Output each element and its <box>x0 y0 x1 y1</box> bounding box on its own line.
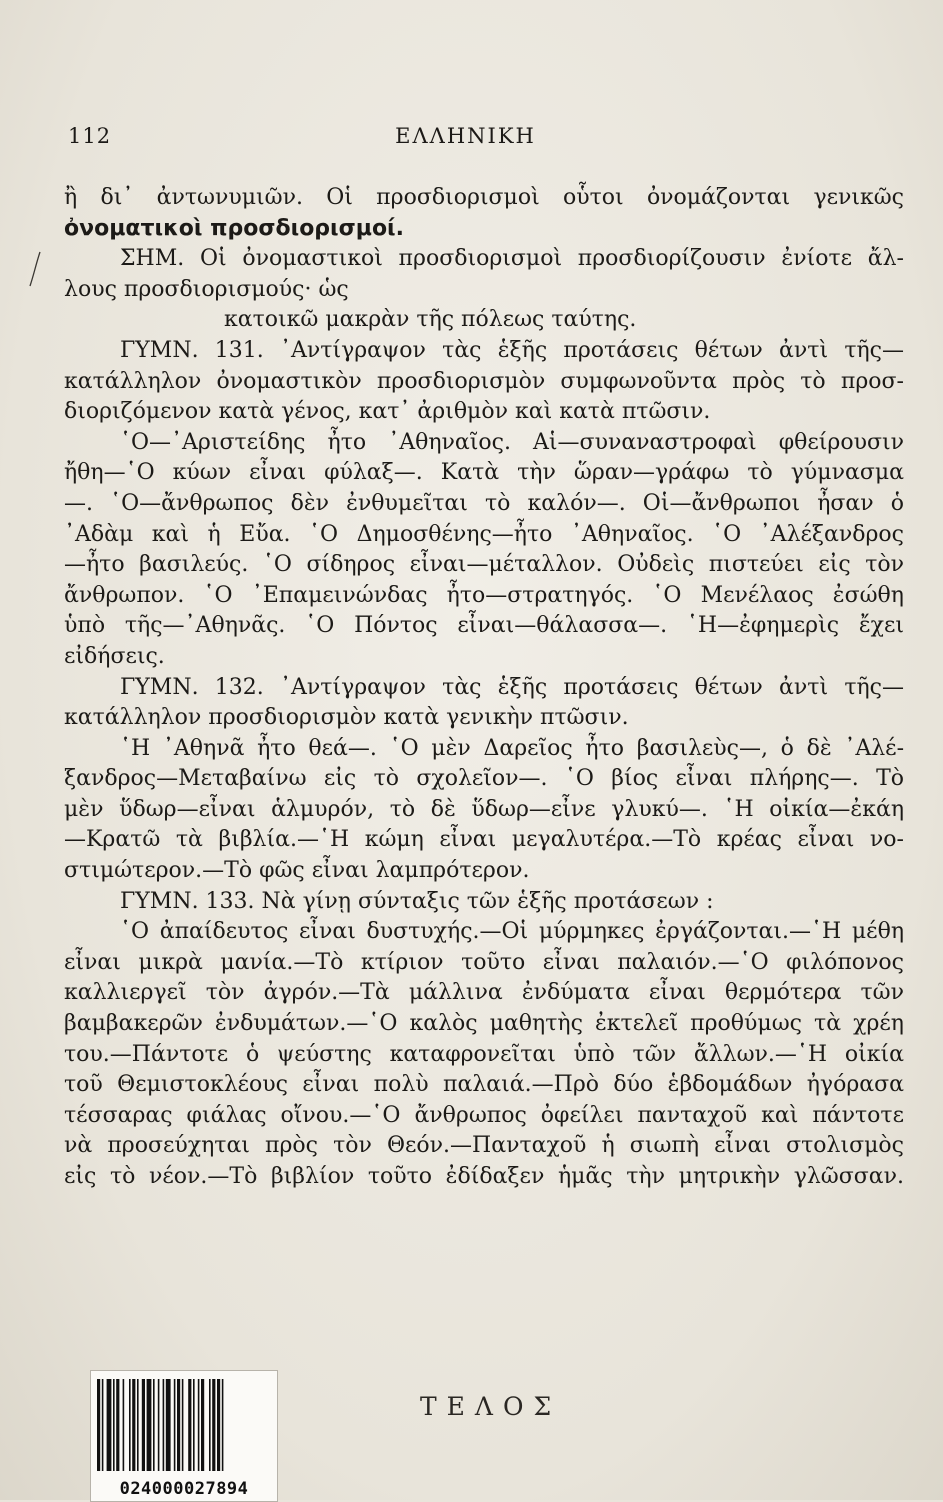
text-line: στιμώτερον.—Τὸ φῶς εἶναι λαμπρότερον. <box>64 858 530 884</box>
text-line: ᾿Αδὰμ καὶ ἡ Εὔα. ῾Ο Δημοσθένης—ἦτο ᾿Αθηναῖος. ῾Ο ᾿Αλέξανδρος <box>64 521 904 547</box>
text-line: τέσσαρας φιάλας οἴνου.—῾Ο ἄνθρωπος ὀφείλει πανταχοῦ καὶ πάντοτε <box>64 1102 904 1128</box>
page-number: 112 <box>68 124 112 148</box>
body-text <box>64 183 904 1193</box>
text-line: του.—Πάντοτε ὁ ψεύστης καταφρονεῖται ὑπὸ τῶν ἄλλων.—῾Η οἰκία <box>64 1041 904 1067</box>
exercise-heading-131: ΓΥΜΝ. 131. ᾿Αντίγραψον τὰς ἑξῆς προτάσεις θέτων ἀντὶ τῆς— <box>120 337 904 363</box>
example-line: κατοικῶ μακρὰν τῆς πόλεως ταύτης. <box>224 307 637 333</box>
text-line: λους προσδιορισμούς· ὡς <box>64 276 349 302</box>
text-line: τοῦ Θεμιστοκλέους εἶναι πολὺ παλαιά.—Πρὸ δύο ἑβδομάδων ἠγόρασα <box>64 1072 904 1098</box>
text-line: εἰδήσεις. <box>64 643 165 669</box>
barcode-number: 024000027894 <box>119 1479 249 1499</box>
text-line: ὑπὸ τῆς—᾿Αθηνᾶς. ῾Ο Πόντος εἶναι—θάλασσα—. ῾Η—ἐφημερὶς ἔχει <box>64 613 904 639</box>
text-line: εἰς τὸ νέον.—Τὸ βιβλίον τοῦτο ἐδίδαξεν ἡμᾶς τὴν μητρικὴν γλῶσσαν. <box>64 1164 904 1189</box>
page-header <box>68 124 863 154</box>
text-line: διοριζόμενον κατὰ γένος, κατ᾿ ἀριθμὸν καὶ κατὰ πτῶσιν. <box>64 399 711 425</box>
exercise-heading-133: ΓΥΜΝ. 133. Νὰ γίνῃ σύνταξις τῶν ἑξῆς προτάσεων : <box>120 888 714 914</box>
text-line: καλλιεργεῖ τὸν ἀγρόν.—Τὰ μάλλινα ἐνδύματα εἶναι θερμότερα τῶν <box>64 980 904 1006</box>
exercise-heading-132: ΓΥΜΝ. 132. ᾿Αντίγραψον τὰς ἑξῆς προτάσεις θέτων ἀντὶ τῆς— <box>120 674 904 700</box>
text-line: ῾Ο—᾿Αριστείδης ἦτο ᾿Αθηναῖος. Αἱ—συναναστροφαὶ φθείρουσιν <box>120 429 904 455</box>
text-line: —ἦτο βασιλεύς. ῾Ο σίδηρος εἶναι—μέταλλον. Οὐδεὶς πιστεύει εἰς τὸν <box>64 552 904 578</box>
text-line: ῾Ο ἀπαίδευτος εἶναι δυστυχής.—Οἱ μύρμηκες ἐργάζονται.—῾Η μέθη <box>120 919 904 945</box>
barcode-image <box>95 1379 273 1471</box>
note-line: ΣΗΜ. Οἱ ὀνομαστικοὶ προσδιορισμοὶ προσδιορίζουσιν ἐνίοτε ἄλ- <box>120 246 904 272</box>
text-line: ἤθη—῾Ο κύων εἶναι φύλαξ—. Κατὰ τὴν ὥραν—γράφω τὸ γύμνασμα <box>64 460 904 486</box>
text-line: μὲν ὕδωρ—εἶναι ἁλμυρόν, τὸ δὲ ὕδωρ—εἶνε γλυκύ—. ῾Η οἰκία—ἐκάη <box>64 796 904 822</box>
text-line: κατάλληλον ὀνομαστικὸν προσδιορισμὸν συμφωνοῦντα πρὸς τὸ προσ- <box>64 368 904 394</box>
margin-pencil-mark <box>26 250 50 290</box>
text-line: —Κρατῶ τὰ βιβλία.—῾Η κώμη εἶναι μεγαλυτέρα.—Τὸ κρέας εἶναι νο- <box>64 827 904 853</box>
text-line: εἶναι μικρὰ μανία.—Τὸ κτίριον τοῦτο εἶναι παλαιόν.—῾Ο φιλόπονος <box>64 949 904 975</box>
text-line: ξανδρος—Μεταβαίνω εἰς τὸ σχολεῖον—. ῾Ο βίος εἶναι πλήρης—. Τὸ <box>64 766 904 792</box>
text-line: ἢ δι᾿ ἀντωνυμιῶν. Οἱ προσδιορισμοὶ οὗτοι ὀνομάζονται γενικῶς <box>64 185 904 210</box>
text-line: κατάλληλον προσδιορισμὸν κατὰ γενικὴν πτῶσιν. <box>64 705 629 731</box>
bold-term-line: ὀνοματικοὶ προσδιορισμοί. <box>64 215 404 241</box>
text-line: ῾Η ᾿Αθηνᾶ ἦτο θεά—. ῾Ο μὲν Δαρεῖος ἦτο βασιλεὺς—, ὁ δὲ ᾿Αλέ- <box>120 735 904 761</box>
text-line: ἄνθρωπον. ῾Ο ᾿Επαμεινώνδας ἦτο—στρατηγός. ῾Ο Μενέλαος ἐσώθη <box>64 582 904 608</box>
text-line: —. ῾Ο—ἄνθρωπος δὲν ἐνθυμεῖται τὸ καλόν—. Οἱ—ἄνθρωποι ἦσαν ὁ <box>64 490 904 516</box>
text-line: νὰ προσεύχηται πρὸς τὸν Θεόν.—Πανταχοῦ ἡ σιωπὴ εἶναι στολισμὸς <box>64 1133 904 1159</box>
library-barcode-label <box>90 1370 278 1502</box>
running-head: ΕΛΛΗΝΙΚΗ <box>395 124 536 148</box>
text-line: βαμβακερῶν ἐνδυμάτων.—῾Ο καλὸς μαθητὴς ἐκτελεῖ προθύμως τὰ χρέη <box>64 1011 904 1037</box>
end-mark: ΤΕΛΟΣ <box>420 1392 562 1421</box>
